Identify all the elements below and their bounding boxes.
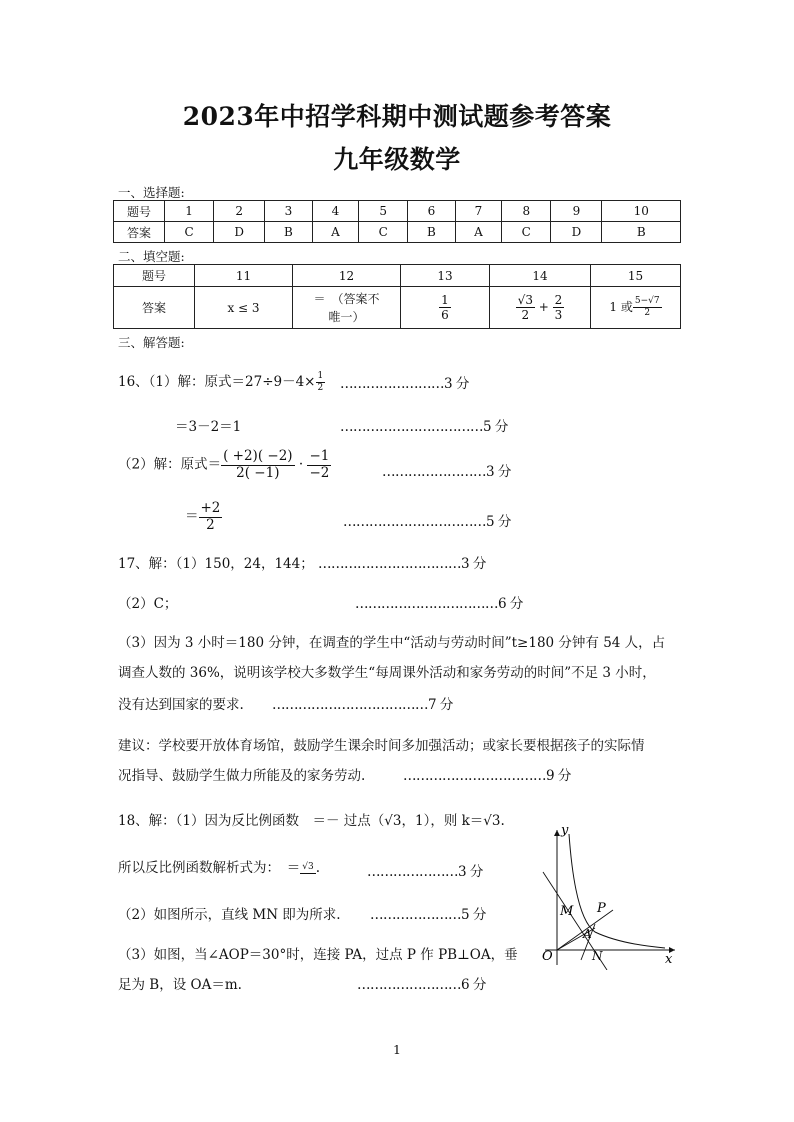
- page-title: 2023年中招学科期中测试题参考答案: [182, 102, 612, 131]
- score-marker: ……………………………5 分: [340, 419, 508, 435]
- period: .: [315, 860, 321, 876]
- fraction-numerator: 1: [317, 371, 324, 381]
- fraction-denominator: [306, 874, 310, 875]
- fraction-denominator: 3: [554, 308, 563, 322]
- fraction-numerator: 5−√7: [634, 296, 660, 306]
- table-cell: 10: [602, 201, 681, 222]
- score-marker: ……………………………3 分: [318, 556, 486, 572]
- label-p: P: [597, 901, 606, 916]
- score-marker: …………………5 分: [370, 907, 486, 923]
- plus-sign: +: [538, 300, 549, 314]
- fraction: [516, 294, 535, 321]
- y-axis-arrow: [554, 830, 560, 836]
- fraction-denominator: 2: [317, 383, 324, 393]
- q17-part4-line2: 况指导、鼓励学生做力所能及的家务劳动.: [118, 768, 366, 784]
- table-cell: 5: [359, 201, 408, 222]
- table-cell: D: [214, 222, 265, 243]
- score-marker: …………………3 分: [367, 864, 483, 880]
- page-subtitle: 九年级数学: [333, 145, 461, 174]
- q16-part1: [118, 370, 325, 393]
- table-cell: A: [455, 222, 502, 243]
- q17-part1: 17、解：（1）150，24，144；: [118, 556, 314, 572]
- answer-11: x ≤ 3: [195, 287, 293, 329]
- answer-15: [591, 287, 681, 329]
- q16-part1-text: 16、（1）解：原式＝27÷9－4×: [118, 374, 316, 390]
- fraction-denominator: 2: [206, 516, 215, 533]
- fraction: [199, 502, 223, 532]
- section-heading-choice: 一、选择题:: [118, 185, 185, 200]
- q18-part1: 18、解：（1）因为反比例函数 ＝－ 过点（√3，1），则 k＝√3.: [118, 813, 505, 829]
- score-marker: ………………………………7 分: [272, 697, 453, 713]
- table-cell: D: [551, 222, 602, 243]
- score-marker: ……………………3 分: [340, 376, 469, 392]
- table-cell: C: [502, 222, 551, 243]
- fraction-numerator: 1: [441, 293, 449, 307]
- score-marker: ……………………3 分: [382, 464, 511, 480]
- table-cell: 15: [591, 265, 681, 287]
- table-cell: 8: [502, 201, 551, 222]
- fraction: [307, 450, 331, 480]
- fraction-denominator: 6: [441, 308, 449, 322]
- fraction-numerator: ( +2)( −2): [223, 448, 293, 464]
- q17-part4-line1: 建议：学校要开放体育场馆，鼓励学生课余时间多加强活动；或家长要根据孩子的实际情: [118, 738, 645, 754]
- fraction-numerator: √3: [302, 861, 314, 872]
- score-marker: ……………………………5 分: [343, 514, 511, 530]
- label-x: x: [665, 952, 673, 967]
- page-number: 1: [393, 1042, 401, 1057]
- table-cell: 14: [490, 265, 591, 287]
- q16-part2: [118, 450, 331, 480]
- table-row: [114, 201, 681, 222]
- q17-part3-line1: （3）因为 3 小时＝180 分钟，在调查的学生中“活动与劳动时间”t≥180 分钟有 54 人，占: [118, 635, 666, 651]
- multiply-dot: ·: [298, 456, 304, 473]
- table-row: [114, 287, 681, 329]
- table-cell: B: [602, 222, 681, 243]
- q17-part3-line3: 没有达到国家的要求.: [118, 697, 244, 713]
- fraction: [633, 297, 662, 318]
- q18-line2-text: 所以反比例函数解析式为： ＝: [118, 860, 301, 876]
- score-marker: ……………………………9 分: [403, 768, 571, 784]
- q17-part3-line2: 调查人数的 36%，说明该学校大多数学生“每周课外活动和家务劳动的时间”不足 3 小时，: [118, 665, 656, 681]
- table-cell: 12: [293, 265, 401, 287]
- fraction: [300, 863, 315, 875]
- table-row: [114, 222, 681, 243]
- table-cell: A: [312, 222, 359, 243]
- table-cell: 1: [165, 201, 214, 222]
- answer-12: [293, 287, 401, 329]
- label-n: N: [592, 949, 603, 963]
- q16-part2-line2: [185, 502, 222, 532]
- q16-part1-line2: ＝3－2＝1: [175, 419, 242, 435]
- choice-answer-table: [113, 200, 681, 243]
- table-cell: 9: [551, 201, 602, 222]
- table-cell: 3: [265, 201, 312, 222]
- q16-part2-text: （2）解：原式＝: [118, 456, 222, 473]
- fraction-denominator: 2: [644, 308, 651, 318]
- fraction: [316, 372, 326, 393]
- table-cell: B: [408, 222, 455, 243]
- table-cell: 2: [214, 201, 265, 222]
- row-label: 题号: [114, 265, 195, 287]
- fraction-denominator: 2: [521, 308, 530, 322]
- table-cell: 13: [401, 265, 490, 287]
- score-marker: ……………………6 分: [357, 977, 486, 993]
- label-o: O: [542, 949, 553, 964]
- section-heading-fill: 二、填空题:: [118, 249, 185, 264]
- fraction-denominator: −2: [309, 464, 330, 481]
- table-cell: 11: [195, 265, 293, 287]
- answer-12-line2: 唯一）: [328, 309, 365, 324]
- row-label: 答案: [114, 287, 195, 329]
- fraction: [553, 294, 565, 321]
- q18-part1-line2: [118, 856, 320, 876]
- fraction-denominator: 2( −1): [236, 464, 280, 481]
- fill-answer-table: [113, 264, 681, 329]
- table-cell: 4: [312, 201, 359, 222]
- inverse-function-figure: [535, 820, 685, 970]
- row-label: 答案: [114, 222, 165, 243]
- row-label: 题号: [114, 201, 165, 222]
- fraction-numerator: +2: [200, 500, 221, 516]
- table-cell: 6: [408, 201, 455, 222]
- answer-12-line1: ＝ （答案不: [313, 291, 380, 306]
- table-row: [114, 265, 681, 287]
- q18-part2: （2）如图所示，直线 MN 即为所求.: [118, 907, 341, 923]
- answer-14: [490, 287, 591, 329]
- fraction: [439, 294, 451, 321]
- answer-13: [401, 287, 490, 329]
- table-cell: B: [265, 222, 312, 243]
- label-a: A: [583, 927, 592, 941]
- fraction: [221, 450, 294, 480]
- score-marker: ……………………………6 分: [355, 596, 523, 612]
- fraction-numerator: 2: [554, 293, 563, 307]
- section-heading-solve: 三、解答题:: [118, 335, 185, 350]
- label-m: M: [560, 904, 574, 919]
- table-cell: C: [359, 222, 408, 243]
- q18-part3-line1: （3）如图，当∠AOP＝30°时，连接 PA，过点 P 作 PB⊥OA，垂: [118, 947, 518, 963]
- q18-part3-line2: 足为 B，设 OA＝m.: [118, 977, 242, 993]
- fraction-numerator: √3: [517, 293, 533, 307]
- table-cell: 7: [455, 201, 502, 222]
- fraction-numerator: −1: [309, 448, 330, 464]
- answer-15-prefix: 1 或: [609, 300, 633, 314]
- q17-part2: （2）C；: [118, 596, 178, 612]
- table-cell: C: [165, 222, 214, 243]
- label-y: y: [561, 823, 569, 838]
- equals-sign: ＝: [185, 508, 199, 525]
